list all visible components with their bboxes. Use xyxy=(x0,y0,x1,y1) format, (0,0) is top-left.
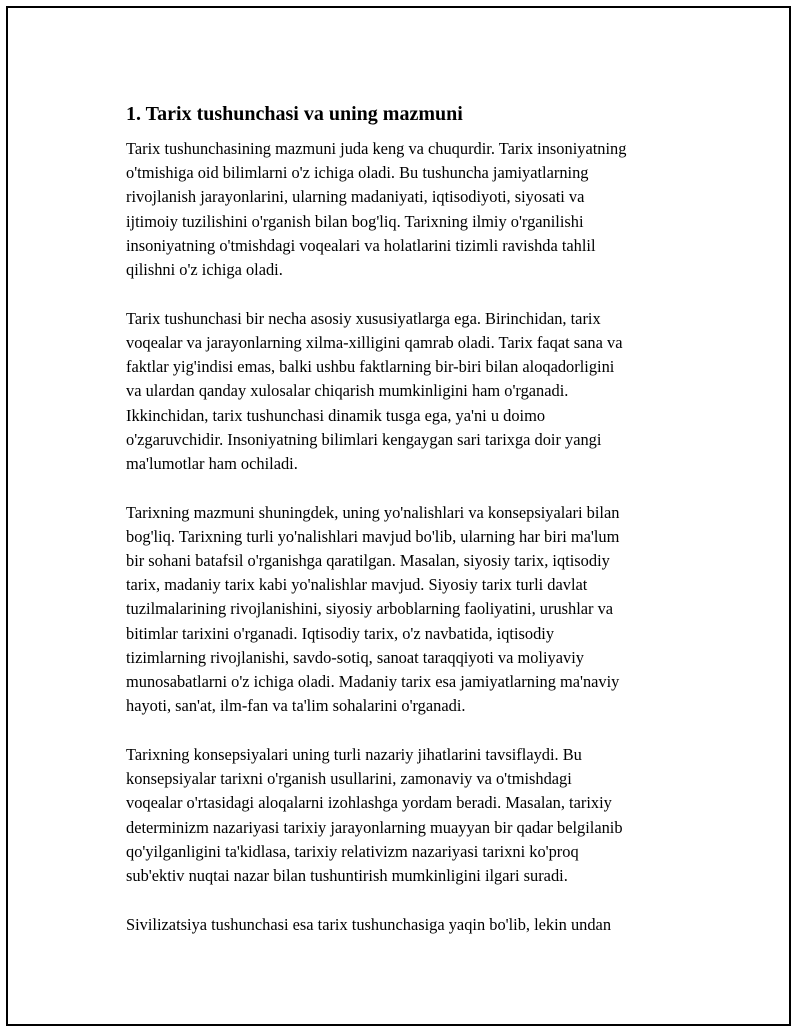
text-line: tuzilmalarining rivojlanishini, siyosiy arboblarning faoliyatini, urushlar va xyxy=(126,599,614,619)
text-line: bitimlar tarixini o'rganadi. Iqtisodiy tarix, o'z navbatida, iqtisodiy xyxy=(126,623,555,643)
paragraph-4 xyxy=(126,743,696,888)
text-line: voqealar o'rtasidagi aloqalarni izohlashga yordam beradi. Masalan, tarixiy xyxy=(126,793,612,813)
text-line: Tarix tushunchasining mazmuni juda keng va chuqurdir. Tarix insoniyatning xyxy=(126,139,627,158)
section-heading: 1. Tarix tushunchasi va uning mazmuni xyxy=(126,103,463,125)
text-line: o'tmishiga oid bilimlarni o'z ichiga oladi. Bu tushuncha jamiyatlarning xyxy=(126,163,589,183)
text-line: tarix, madaniy tarix kabi yo'nalishlar mavjud. Siyosiy tarix turli davlat xyxy=(126,575,588,595)
text-line: bir sohani batafsil o'rganishga qaratilgan. Masalan, siyosiy tarix, iqtisodiy xyxy=(126,551,610,571)
text-line: Tarix tushunchasi bir necha asosiy xususiyatlarga ega. Birinchidan, tarix xyxy=(126,308,601,328)
text-line: ijtimoiy tuzilishini o'rganish bilan bog'liq. Tarixning ilmiy o'rganilishi xyxy=(126,211,584,231)
text-line: faktlar yig'indisi emas, balki ushbu faktlarning bir-biri bilan aloqadorligini xyxy=(126,357,615,377)
paragraph-5 xyxy=(126,913,696,937)
text-line: sub'ektiv nuqtai nazar bilan tushuntirish mumkinligini ilgari suradi. xyxy=(126,865,568,885)
text-line: rivojlanish jarayonlarini, ularning madaniyati, iqtisodiyoti, siyosati va xyxy=(126,187,585,207)
text-line: va ulardan qanday xulosalar chiqarish mumkinligini ham o'rganadi. xyxy=(126,381,569,401)
paragraph-3 xyxy=(126,501,696,719)
text-line: Tarixning mazmuni shuningdek, uning yo'nalishlari va konsepsiyalari bilan xyxy=(126,502,620,522)
document-page xyxy=(6,6,791,1026)
text-line: Sivilizatsiya tushunchasi esa tarix tushunchasiga yaqin bo'lib, lekin undan xyxy=(126,914,612,934)
text-line: tizimlarning rivojlanishi, savdo-sotiq, sanoat taraqqiyoti va moliyaviy xyxy=(126,647,584,667)
text-line: Ikkinchidan, tarix tushunchasi dinamik tusga ega, ya'ni u doimo xyxy=(126,405,546,425)
text-line: bog'liq. Tarixning turli yo'nalishlari mavjud bo'lib, ularning har biri ma'lum xyxy=(126,526,620,546)
text-line: insoniyatning o'tmishdagi voqealari va holatlarini tizimli ravishda tahlil xyxy=(126,235,596,255)
text-line: hayoti, san'at, ilm-fan va ta'lim sohalarini o'rganadi. xyxy=(126,696,466,716)
text-line: o'zgaruvchidir. Insoniyatning bilimlari kengaygan sari tarixga doir yangi xyxy=(126,429,602,449)
document-body xyxy=(126,102,696,961)
text-line: konsepsiyalar tarixni o'rganish usullarini, zamonaviy va o'tmishdagi xyxy=(126,769,572,789)
text-line: qilishni o'z ichiga oladi. xyxy=(126,260,283,280)
text-line: qo'yilganligini ta'kidlasa, tarixiy relativizm nazariyasi tarixni ko'proq xyxy=(126,841,579,861)
text-line: munosabatlarni o'z ichiga oladi. Madaniy tarix esa jamiyatlarning ma'naviy xyxy=(126,672,620,692)
paragraph-1 xyxy=(126,137,696,282)
text-line: determinizm nazariyasi tarixiy jarayonlarning muayyan bir qadar belgilanib xyxy=(126,817,623,837)
paragraph-2 xyxy=(126,307,696,476)
text-line: ma'lumotlar ham ochiladi. xyxy=(126,453,298,473)
text-line: voqealar va jarayonlarning xilma-xilligini qamrab oladi. Tarix faqat sana va xyxy=(126,332,623,352)
text-line: Tarixning konsepsiyalari uning turli nazariy jihatlarini tavsiflaydi. Bu xyxy=(126,744,582,764)
